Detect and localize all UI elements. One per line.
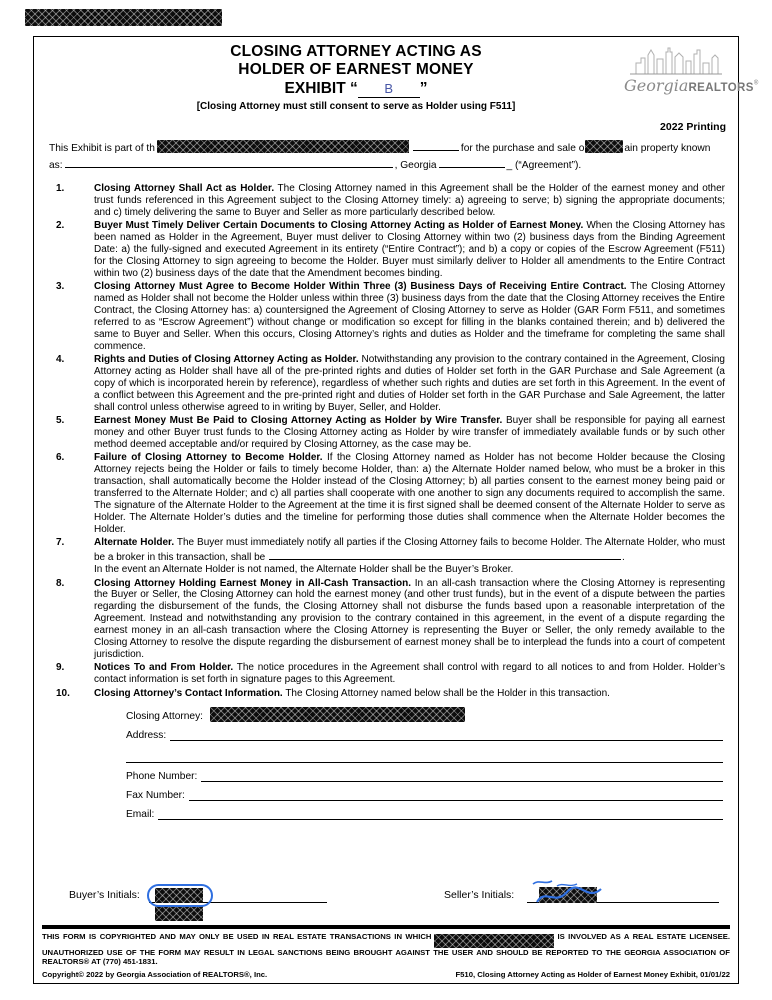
logo-script-text: Georgia: [624, 76, 689, 95]
main-content: [56, 183, 725, 825]
phone-row: [126, 768, 723, 782]
paragraph-body: Notices To and From Holder. The notice procedures in the Agreement shall control with regard to all notices to and from Holder. Holder’s contact information is set forth in signature pages to this Agreement.: [94, 662, 725, 686]
form-id: F510, Closing Attorney Acting as Holder of Earnest Money Exhibit, 01/01/22: [455, 970, 730, 979]
paragraph-10: [56, 688, 725, 700]
paragraph-number: 10.: [56, 687, 70, 699]
contact-fields: [126, 708, 723, 820]
intro-text-5: , Georgia: [394, 159, 437, 171]
intro-text-1: This Exhibit is part of th: [49, 143, 155, 154]
header-redaction: [25, 9, 222, 26]
paragraph-1: [56, 183, 725, 219]
paragraph-body: Closing Attorney Must Agree to Become Holder Within Three (3) Business Days of Receiving Entire Contract. The Closing Attorney named as Holder shall not become the Holder unless within three (3) business days from the date that the Closing Attorney receives the Entire Contract, the Closing Attorney has: a) countersigned the Agreement of Closing Attorney to serve as Holder (GAR Form F511, and sometimes referred to as “Escrow Agreement”) without change or modification so except for filling in the blanks contained therein; and b) delivered the same to Buyer and Seller. When this occurs, Closing Attorney’s rights and duties as Holder and the timeframe for completing the same shall commence.: [94, 281, 725, 352]
copyright-notice: [42, 932, 730, 967]
seller-initials-signature-mark: [527, 876, 613, 910]
copyright-line: Copyright© 2022 by Georgia Association of REALTORS®, Inc.: [42, 970, 268, 979]
email-field-line[interactable]: [158, 807, 723, 820]
email-label: Email:: [126, 808, 155, 820]
exhibit-letter-value: B: [384, 81, 394, 96]
exhibit-line: [34, 79, 678, 99]
registered-mark: ®: [753, 80, 759, 87]
consent-note: [Closing Attorney must still consent to serve as Holder using F511]: [196, 101, 516, 112]
intro-text-4: as:: [49, 159, 63, 171]
open-quote: “: [349, 80, 358, 97]
paragraph-number: 7.: [56, 537, 65, 549]
paragraph-title: Earnest Money Must Be Paid to Closing Attorney Acting as Holder by Wire Transfer.: [94, 415, 503, 427]
notice-text-1: THIS FORM IS COPYRIGHTED AND MAY ONLY BE USED IN REAL ESTATE TRANSACTIONS IN WHICH: [42, 931, 432, 941]
paragraph-title: Closing Attorney Must Agree to Become Holder Within Three (3) Business Days of Receiving Entire Contract.: [94, 281, 627, 293]
agreement-reference-redaction: [157, 140, 409, 153]
paragraph-number: 6.: [56, 452, 65, 464]
paragraph-body: Closing Attorney Holding Earnest Money in All-Cash Transaction. In an all-cash transaction where the Closing Attorney is representing the Buyer or Seller, the Closing Attorney can hold the earnest money (and other trust funds), but in the event of a dispute between the parties regarding the disbursement of the funds, the Closing Attorney shall not disburse the funds based upon a reasonable interpretation of the Agreement. Instead and notwithstanding any provision to the contrary contained in this agreement, in the event of a dispute regarding the earnest money in an all-cash transaction where the Closing Attorney is representing the Buyer or Seller, the only remedy available to the Closing Attorney to resolve the dispute regarding the disbursement of earnest money shall be to interplead the funds into a court of competent jurisdiction.: [94, 577, 726, 660]
address-row-2: [126, 749, 723, 763]
title-line-1: CLOSING ATTORNEY ACTING AS: [230, 43, 482, 60]
close-quote: ”: [419, 80, 428, 97]
property-address-field[interactable]: [65, 156, 393, 168]
paragraph-title: Notices To and From Holder.: [94, 662, 234, 674]
title-line-2: HOLDER OF EARNEST MONEY: [238, 61, 474, 78]
paragraph-9: [56, 662, 725, 686]
closing-attorney-label: Closing Attorney:: [126, 710, 204, 722]
paragraph-body: Rights and Duties of Closing Attorney Acting as Holder. Notwithstanding any provision to the contrary contained in the Agreement, Closing Attorney acting as Holder shall have all of the pre-printed rights and duties of Holder set forth in the GAR Purchase and Sale Agreement (a copy of which is incorporated herein by reference), regardless of whether such rights and duties are set forth in this Agreement. In the event of a conflict between this Agreement and the pre-printed right and duties of Holder set forth in the GAR Purchase and Sale Agreement, the latter shall control unless otherwise agreed to in writing by Buyer, Seller, and Holder.: [94, 354, 725, 413]
footer-divider: [42, 925, 730, 929]
paragraph-body: Alternate Holder. The Buyer must immediately notify all parties if the Closing Attorney fails to become Holder. The Alternate Holder, who must be a broker in this transaction, shall be . In the event an Alternate Holder is not named, the Alternate Holder shall be the Buyer’s Broker.: [94, 537, 725, 576]
paragraph-3: [56, 281, 725, 352]
intro-paragraph: [49, 139, 725, 172]
notice-text-2: IS INVOLVED AS A REAL ESTATE LICENSEE. UNAUTHORIZED USE OF THE FORM MAY RESULT IN LEGAL SANCTIONS BEING BROUGHT AGAINST THE USER AND SHOULD BE REPORTED TO THE GEORGIA ASSOCIATION OF REALTORS® AT (770) 451-1831.: [42, 931, 730, 967]
paragraph-number: 3.: [56, 281, 65, 293]
email-row: [126, 806, 723, 820]
exhibit-label: EXHIBIT: [284, 80, 346, 97]
address-label: Address:: [126, 729, 167, 741]
footer-bottom-row: [42, 970, 730, 979]
property-text-redaction: [585, 140, 623, 153]
paragraph-title: Failure of Closing Attorney to Become Holder.: [94, 452, 323, 464]
phone-field-line[interactable]: [201, 769, 723, 782]
paragraph-5: [56, 415, 725, 451]
buyer-initials-label: Buyer’s Initials:: [69, 889, 140, 901]
buyer-initials-redaction-2: [155, 906, 203, 921]
seller-initials-label: Seller’s Initials:: [444, 889, 515, 901]
paragraph-number: 1.: [56, 183, 65, 194]
paragraph-7: [56, 537, 725, 576]
paragraph-body: Earnest Money Must Be Paid to Closing Attorney Acting as Holder by Wire Transfer. Buyer shall be responsible for paying all earnest money and other Buyer trust funds to the Closing Attorney acting as Holder by wire transfer of immediately available funds or by such other method deemed acceptable and/or required by Closing Attorney, as the case may be.: [94, 415, 725, 451]
paragraph-title: Closing Attorney’s Contact Information.: [94, 687, 283, 699]
address-field-line-2[interactable]: [126, 750, 723, 763]
closing-attorney-row: [126, 708, 723, 722]
paragraph-title: Buyer Must Timely Deliver Certain Documents to Closing Attorney Acting as Holder of Earnest Money.: [94, 220, 584, 232]
fax-label: Fax Number:: [126, 789, 185, 801]
paragraph-title: Closing Attorney Holding Earnest Money in All-Cash Transaction.: [94, 577, 411, 589]
paragraph-number: 8.: [56, 577, 65, 589]
paragraph-number: 4.: [56, 354, 65, 366]
logo-word-text: REALTORS: [688, 82, 754, 94]
closing-attorney-name-redaction: [210, 707, 465, 722]
buyer-initials-signature-mark: [147, 884, 213, 907]
intro-line-2: [49, 156, 725, 173]
intro-blank-1[interactable]: [413, 139, 459, 151]
intro-text-3: ain property known: [624, 143, 711, 154]
alternate-holder-name-field[interactable]: [269, 549, 621, 560]
address-row: [126, 727, 723, 741]
intro-line-1: [49, 139, 725, 156]
title-block: [34, 43, 678, 114]
paragraph-2: [56, 220, 725, 280]
paragraph-number: 5.: [56, 415, 65, 427]
intro-text-2: for the purchase and sale o: [460, 143, 585, 154]
footer: [42, 925, 730, 979]
paragraph-title: Rights and Duties of Closing Attorney Acting as Holder.: [94, 354, 359, 366]
licensee-name-redaction: [434, 934, 554, 948]
fax-field-line[interactable]: [189, 788, 723, 801]
paragraph-body: Failure of Closing Attorney to Become Holder. If the Closing Attorney named as Holder has not become Holder because the Closing Attorney rejects being the Holder or fails to timely become Holder, than: a) the Alternate Holder named below, who must be a broker in this transaction, shall automatically become the Holder instead of the Closing Attorney; b) all parties consent to the earnest money being paid or transferred to the Alternate Holder; and c) all parties shall cooperate with one another to sign any documents required to accomplish the same. The signature of the Alternate Holder to the Agreement at the time it is first signed shall be deemed consent of the Alternate Holder to serve as Holder. The Alternate Holder’s duties and the timeline for performing those duties shall commence when the Alternate Holder becomes the Holder.: [94, 452, 726, 535]
intro-text-6: _ (“Agreement”).: [506, 159, 582, 171]
paragraph-8: [56, 578, 725, 661]
paragraph-title: Closing Attorney Shall Act as Holder.: [94, 183, 275, 194]
numbered-list: [56, 183, 725, 700]
address-field-line[interactable]: [170, 728, 723, 741]
paragraph-title: Alternate Holder.: [94, 537, 175, 549]
document-border: [33, 36, 759, 984]
paragraph-number: 9.: [56, 662, 65, 674]
phone-label: Phone Number:: [126, 770, 198, 782]
intro-blank-2[interactable]: [439, 156, 505, 168]
paragraph-body: Closing Attorney’s Contact Information. The Closing Attorney named below shall be the Holder in this transaction.: [94, 687, 610, 699]
exhibit-letter-field[interactable]: [358, 81, 420, 98]
paragraph-6: [56, 452, 725, 535]
paragraph-number: 2.: [56, 220, 65, 232]
printing-year: 2022 Printing: [660, 121, 726, 133]
paragraph-body: Closing Attorney Shall Act as Holder. The Closing Attorney named in this Agreement shall be the Holder of the earnest money and other trust funds referenced in this Agreement subject to the Closing Attorney timely: a) agreeing to serve; b) signing the appropriate documents; and c) timely delivering the same to Buyer and Seller as more particularly described below.: [94, 183, 725, 218]
fax-row: [126, 787, 723, 801]
paragraph-body: Buyer Must Timely Deliver Certain Documents to Closing Attorney Acting as Holder of Earnest Money. When the Closing Attorney has been named as Holder in the Agreement, Buyer must deliver to Closing Attorney within two (2) business days from the Binding Agreement Date: a) the fully-signed and executed Agreement in its entirety (“Entire Contract”); and b) a copy or copies of the Escrow Agreement (F511) for the Closing Attorney to sign agreeing to become the Holder. Buyer must similarly deliver to Holder all amendments to the Entire Contract within two (2) business days of the date that the Amendment becomes binding.: [94, 220, 725, 279]
paragraph-4: [56, 354, 725, 414]
